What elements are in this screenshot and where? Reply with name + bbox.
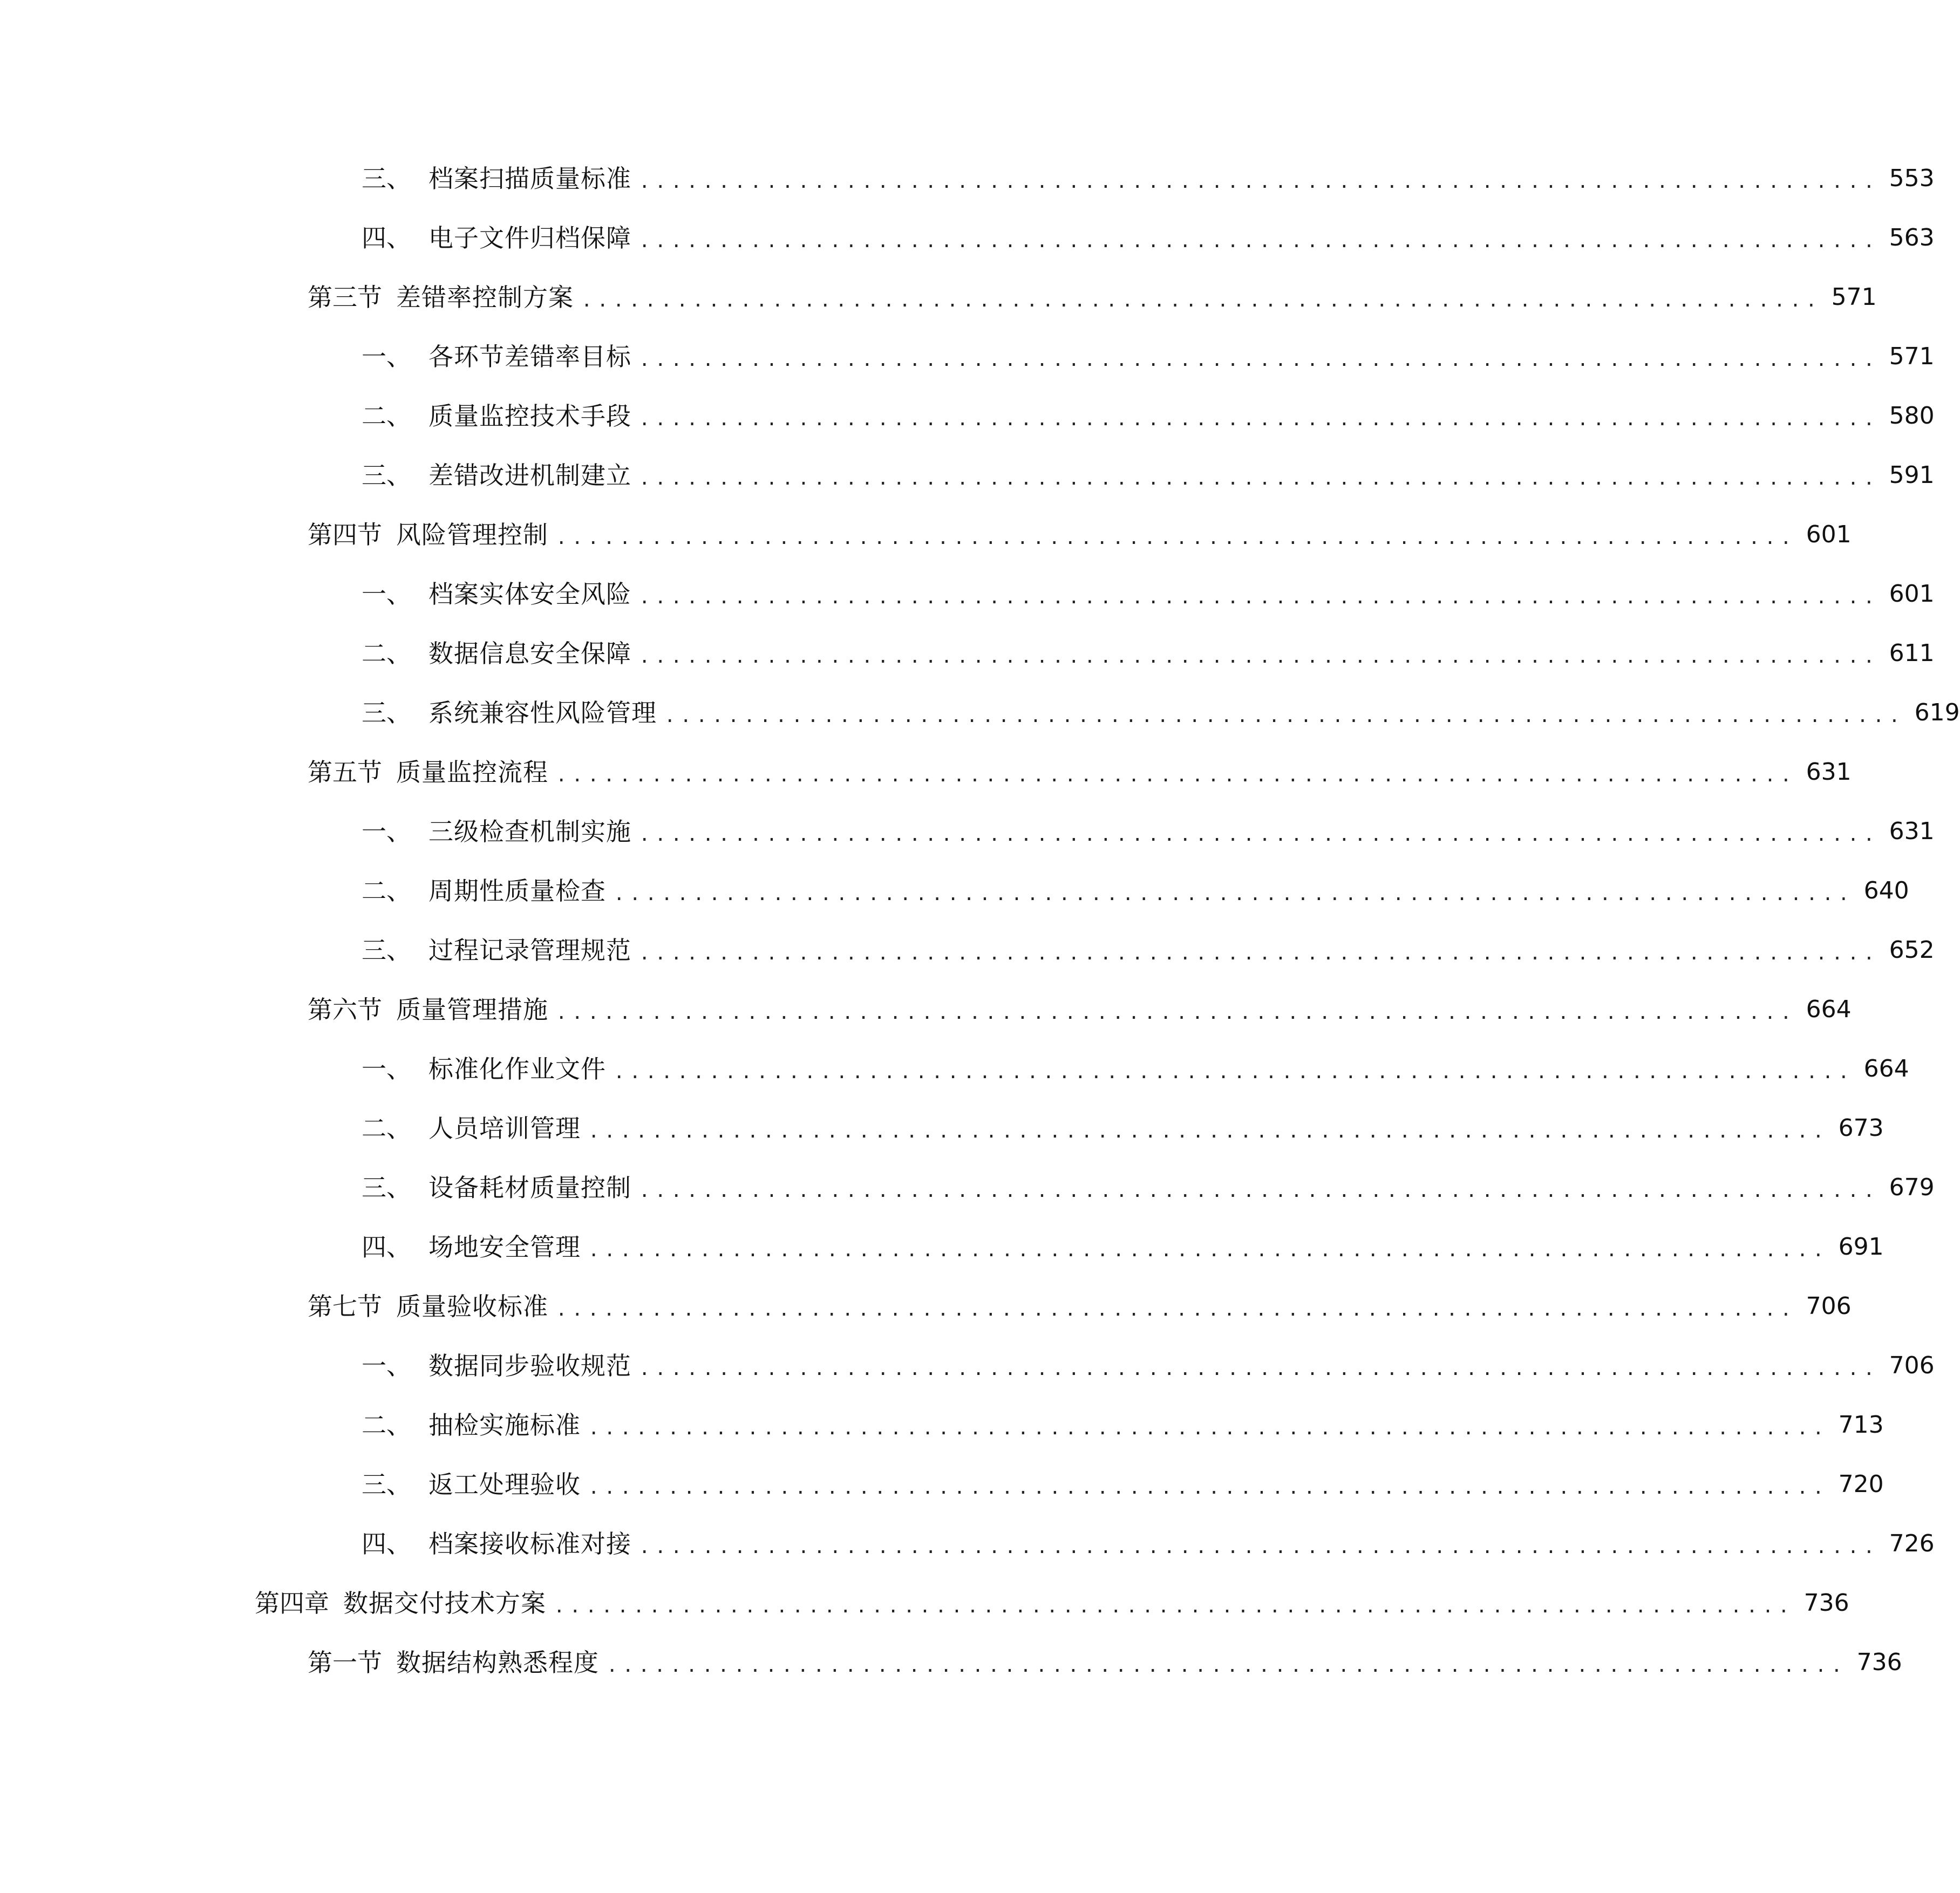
toc-entry[interactable] [362,1336,1935,1395]
dot-leader: .............................................................................. [639,349,1880,371]
toc-entry[interactable] [362,1099,1884,1158]
toc-entry-page: 706 [1806,1292,1852,1320]
toc-entry-title: 风险管理控制 [396,520,548,549]
toc-entry[interactable] [362,386,1935,446]
toc-entry-number: 二、 [362,1114,411,1143]
toc-entry-page: 563 [1889,224,1935,251]
toc-entry[interactable] [362,1039,1909,1099]
toc-entry-number: 三、 [362,164,411,193]
dot-leader: .............................................................................. [639,943,1880,964]
toc-entry[interactable] [362,802,1935,861]
toc-entry[interactable] [308,505,1852,564]
toc-entry[interactable] [362,1395,1884,1455]
toc-entry-page: 720 [1838,1470,1884,1498]
toc-entry-page: 571 [1889,343,1935,370]
dot-leader: .............................................................................. [639,646,1880,668]
toc-entry[interactable] [308,743,1852,802]
toc-entry-title: 过程记录管理规范 [428,936,631,965]
toc-entry[interactable] [362,208,1935,268]
dot-leader: .............................................................................. [614,883,1854,905]
toc-entry-number: 第一节 [308,1648,382,1677]
toc-entry-page: 611 [1889,639,1935,667]
toc-entry-page: 713 [1838,1411,1884,1439]
toc-entry-number: 二、 [362,876,411,905]
toc-entry-title: 设备耗材质量控制 [428,1173,631,1202]
toc-entry-page: 631 [1806,758,1852,786]
toc-entry-title: 抽检实施标准 [428,1411,581,1440]
toc-entry-number: 一、 [362,342,411,371]
dot-leader: .............................................................................. [664,705,1905,727]
toc-entry-title: 系统兼容性风险管理 [428,698,657,727]
toc-entry-number: 一、 [362,580,411,609]
dot-leader: .............................................................................. [556,1299,1796,1320]
dot-leader: .............................................................................. [556,765,1796,786]
toc-entry-number: 二、 [362,401,411,431]
toc-entry-page: 652 [1889,936,1935,964]
toc-entry-page: 691 [1838,1233,1884,1261]
dot-leader: .............................................................................. [639,1180,1880,1202]
toc-entry-number: 二、 [362,639,411,668]
toc-entry-title: 数据同步验收规范 [428,1351,631,1380]
toc-entry-page: 580 [1889,402,1935,430]
toc-entry-title: 档案扫描质量标准 [428,164,631,193]
toc-entry-title: 质量监控技术手段 [428,401,631,431]
toc-entry-title: 差错改进机制建立 [428,461,631,490]
dot-leader: .............................................................................. [639,230,1880,252]
dot-leader: .............................................................................. [581,290,1822,311]
toc-entry-title: 三级检查机制实施 [428,817,631,846]
dot-leader: .............................................................................. [639,171,1880,193]
toc-entry-page: 673 [1838,1114,1884,1142]
toc-entry-page: 706 [1889,1352,1935,1379]
toc-entry-number: 第四节 [308,520,382,549]
toc-entry-title: 质量管理措施 [396,995,548,1024]
toc-entry-page: 619 [1914,699,1960,726]
toc-entry[interactable] [362,861,1909,921]
toc-entry[interactable] [362,327,1935,386]
toc-entry-number: 一、 [362,817,411,846]
toc-entry-number: 四、 [362,1233,411,1262]
toc-entry-number: 四、 [362,1529,411,1558]
toc-entry-title: 数据交付技术方案 [343,1589,546,1618]
toc-entry-number: 一、 [362,1054,411,1084]
dot-leader: .............................................................................. [639,824,1880,846]
toc-entry[interactable] [362,1217,1884,1277]
toc-entry-page: 631 [1889,818,1935,845]
toc-entry[interactable] [308,1633,1902,1692]
dot-leader: .............................................................................. [556,527,1796,549]
toc-entry[interactable] [308,1277,1852,1336]
toc-entry-number: 一、 [362,1351,411,1380]
toc-entry[interactable] [362,1158,1935,1217]
toc-entry[interactable] [255,1574,1849,1633]
toc-entry-title: 场地安全管理 [428,1233,581,1262]
toc-entry[interactable] [308,268,1877,327]
toc-entry[interactable] [362,683,1960,743]
toc-entry-title: 数据结构熟悉程度 [396,1648,599,1677]
toc-entry-page: 726 [1889,1530,1935,1557]
dot-leader: .............................................................................. [554,1596,1794,1617]
dot-leader: .............................................................................. [639,408,1880,430]
toc-entry[interactable] [362,446,1935,505]
dot-leader: .............................................................................. [588,1240,1829,1261]
toc-entry-number: 三、 [362,936,411,965]
toc-entry-page: 571 [1831,283,1877,311]
toc-entry-title: 档案实体安全风险 [428,580,631,609]
dot-leader: .............................................................................. [588,1418,1829,1439]
toc-entry-title: 各环节差错率目标 [428,342,631,371]
toc-entry-number: 第四章 [255,1589,329,1618]
toc-entry[interactable] [362,921,1935,980]
toc-entry-number: 第五节 [308,758,382,787]
toc-entry-title: 周期性质量检查 [428,876,606,905]
toc-entry-number: 三、 [362,461,411,490]
toc-entry-number: 第七节 [308,1292,382,1321]
toc-entry-page: 591 [1889,461,1935,489]
toc-entry[interactable] [362,564,1935,624]
dot-leader: .............................................................................. [588,1477,1829,1499]
toc-entry-title: 标准化作业文件 [428,1054,606,1084]
toc-entry-page: 736 [1856,1649,1902,1676]
toc-entry-number: 二、 [362,1411,411,1440]
toc-entry-page: 553 [1889,165,1935,192]
toc-entry-page: 679 [1889,1174,1935,1201]
toc-entry-title: 返工处理验收 [428,1470,581,1499]
dot-leader: .............................................................................. [588,1121,1829,1142]
dot-leader: .............................................................................. [607,1655,1847,1677]
toc-entry-page: 640 [1863,877,1909,904]
toc-entry-title: 人员培训管理 [428,1114,581,1143]
toc-entry-title: 数据信息安全保障 [428,639,631,668]
toc-entry-page: 601 [1806,521,1852,548]
toc-entry-number: 第三节 [308,283,382,312]
dot-leader: .............................................................................. [614,1061,1854,1083]
dot-leader: .............................................................................. [556,1002,1796,1024]
toc-entry-number: 三、 [362,1173,411,1202]
toc-entry-title: 质量监控流程 [396,758,548,787]
dot-leader: .............................................................................. [639,1536,1880,1558]
toc-entry-number: 三、 [362,698,411,727]
toc-entry[interactable] [362,1455,1884,1514]
dot-leader: .............................................................................. [639,468,1880,489]
dot-leader: .............................................................................. [639,1358,1880,1380]
toc-entry[interactable] [308,980,1852,1039]
toc-entry[interactable] [362,149,1935,208]
toc-entry-page: 664 [1863,1055,1909,1082]
toc-entry-page: 736 [1804,1589,1849,1617]
toc-entry-number: 四、 [362,223,411,253]
toc-entry-title: 质量验收标准 [396,1292,548,1321]
toc-entry-title: 差错率控制方案 [396,283,574,312]
toc-entry-number: 三、 [362,1470,411,1499]
toc-entry-page: 601 [1889,580,1935,608]
toc-entry-page: 664 [1806,996,1852,1023]
toc-entry-number: 第六节 [308,995,382,1024]
toc-entry[interactable] [362,1514,1935,1574]
toc-entry[interactable] [362,624,1935,683]
toc-entry-title: 电子文件归档保障 [428,223,631,253]
dot-leader: .............................................................................. [639,587,1880,608]
toc-entry-title: 档案接收标准对接 [428,1529,631,1558]
